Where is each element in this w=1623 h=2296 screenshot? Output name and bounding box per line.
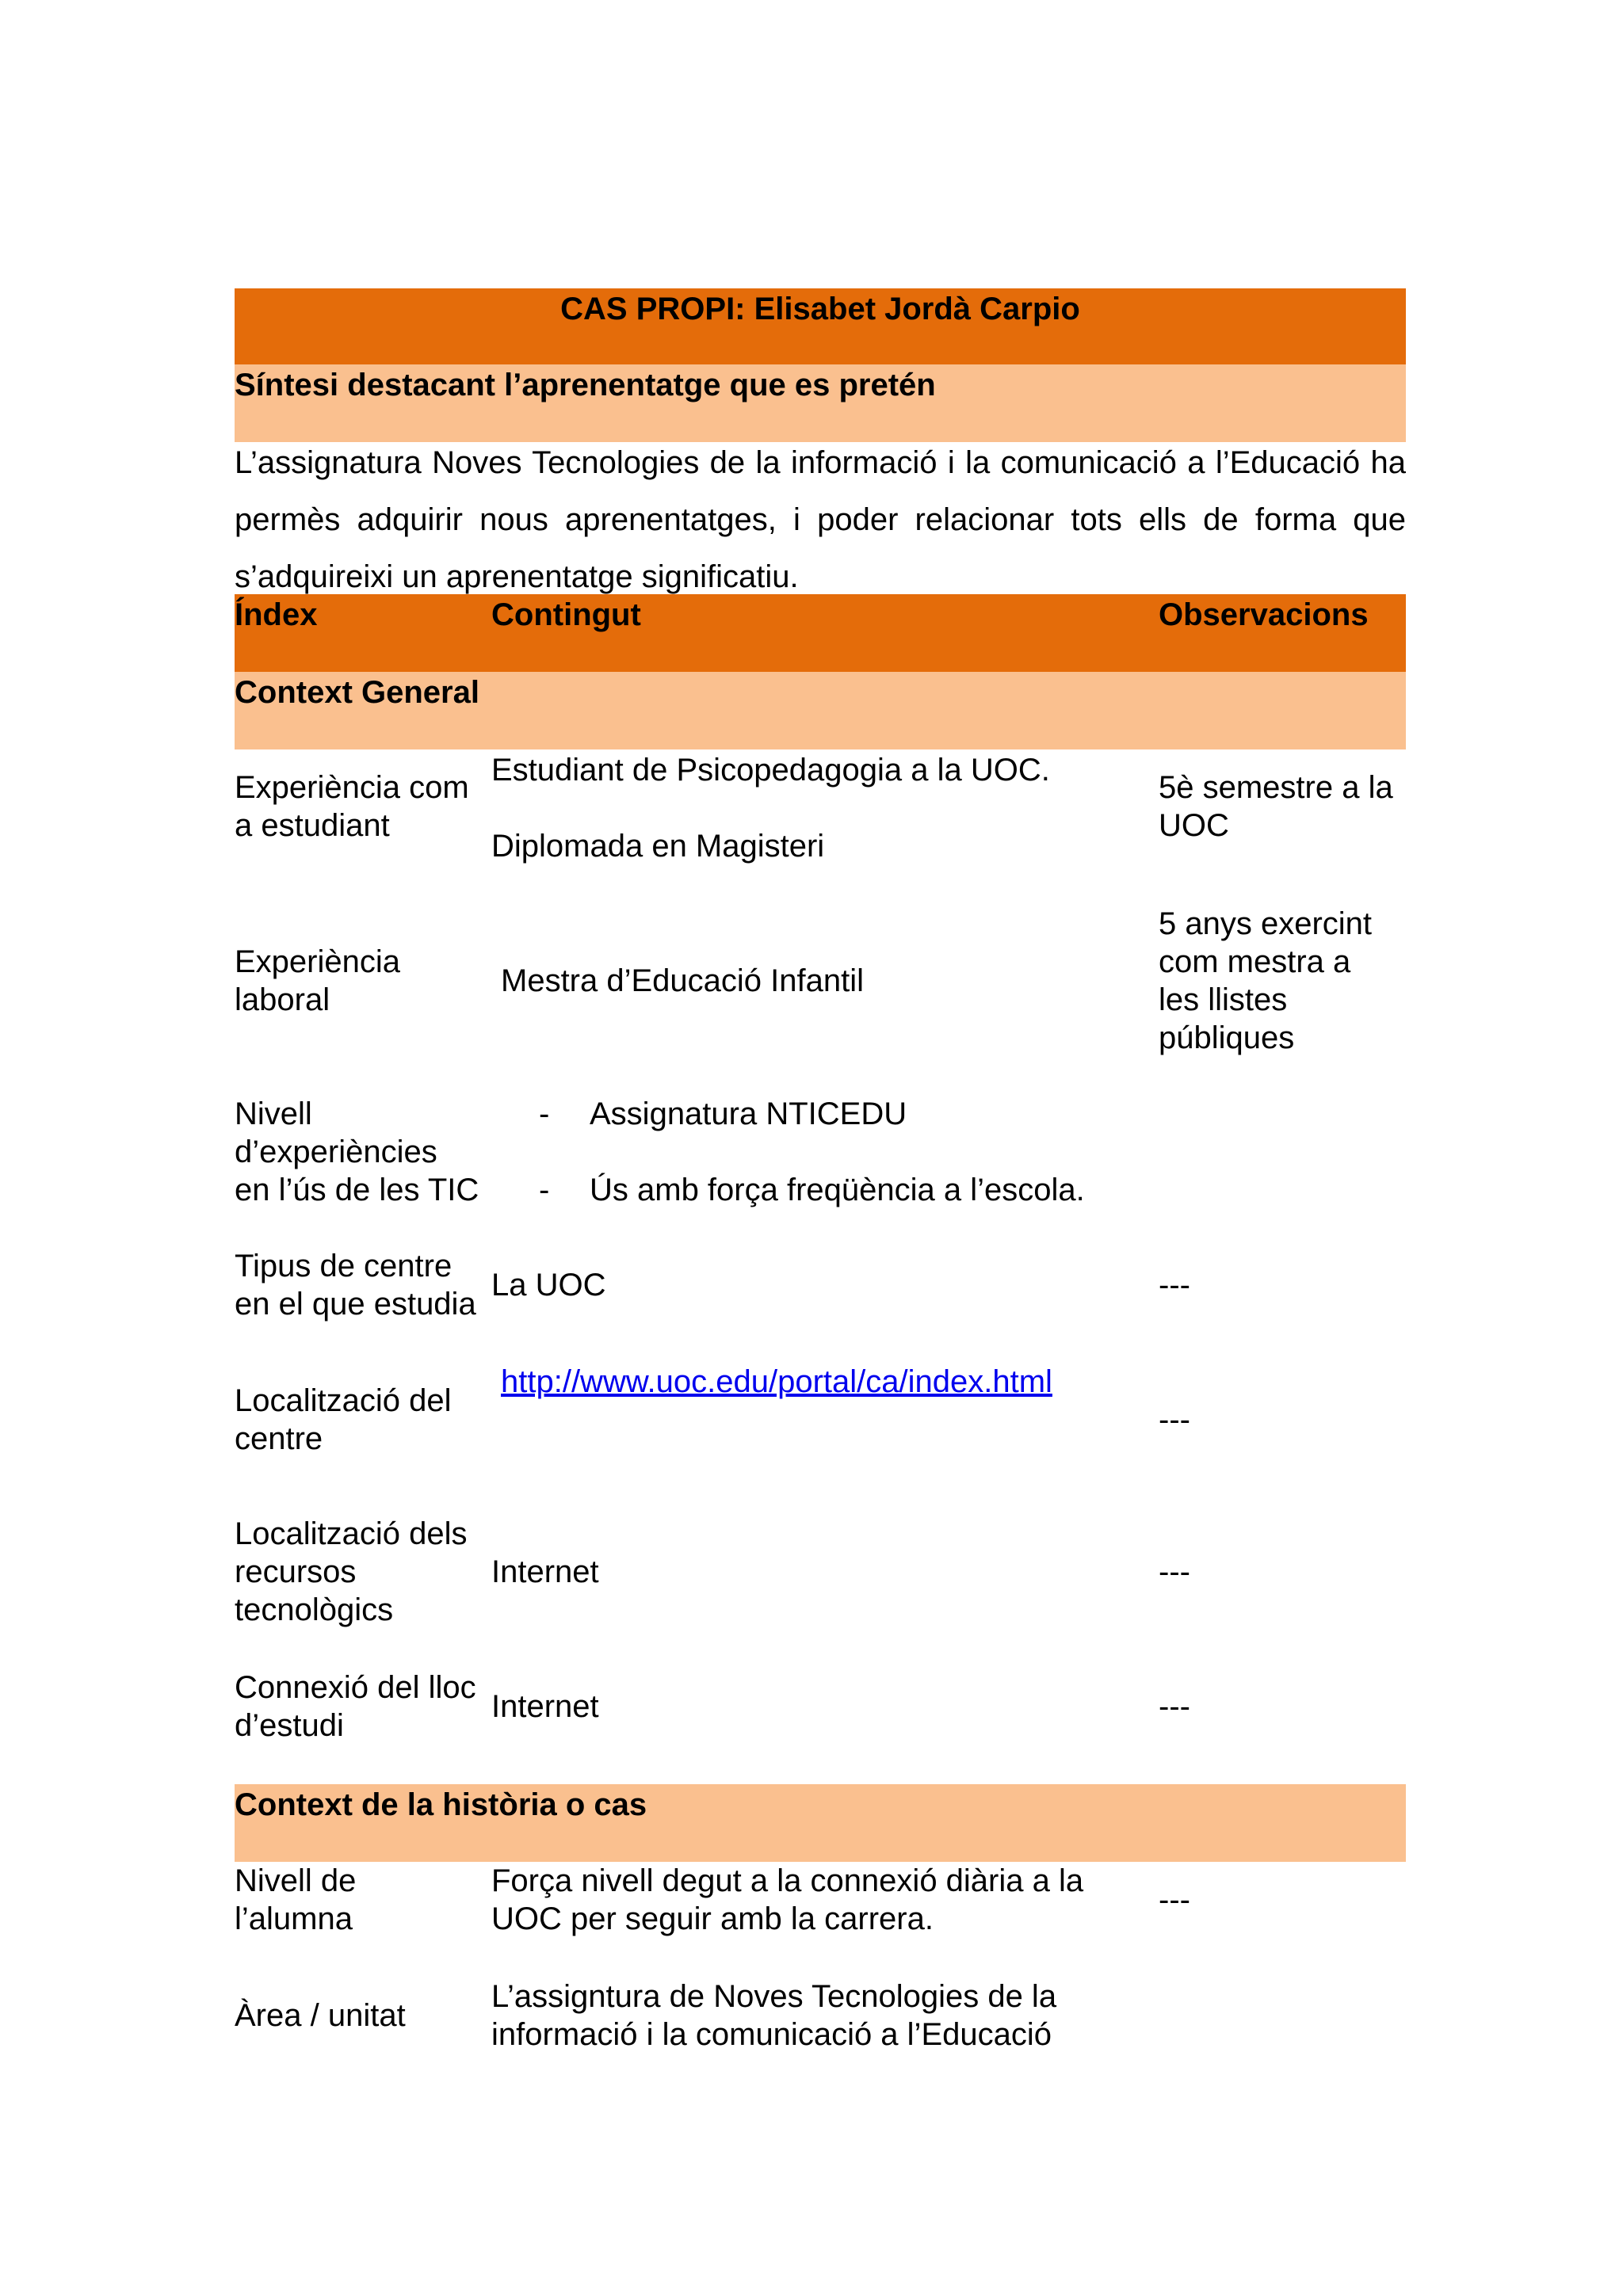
section-context-general: Context General xyxy=(235,675,479,710)
row-index-line: recursos xyxy=(235,1554,357,1589)
row-content-line: Internet xyxy=(491,1689,599,1724)
row-observation-line: --- xyxy=(1159,1554,1190,1589)
uoc-portal-link[interactable]: http://www.uoc.edu/portal/ca/index.html xyxy=(501,1364,1052,1399)
row-index-line: tecnològics xyxy=(235,1592,394,1627)
row-content-line: L’assigntura de Noves Tecnologies de la xyxy=(491,1979,1057,2014)
row-content-line: informació i la comunicació a l’Educació xyxy=(491,2017,1052,2052)
row-index-line: Experiència com xyxy=(235,770,469,805)
row-observation-line: les llistes xyxy=(1159,982,1288,1017)
row-index-line: Nivell de xyxy=(235,1863,357,1898)
row-observation-line: 5 anys exercint xyxy=(1159,906,1373,941)
row-observation-line: --- xyxy=(1159,1689,1190,1724)
row-index-line: Àrea / unitat xyxy=(235,1998,406,2033)
row-content-line: UOC per seguir amb la carrera. xyxy=(491,1901,934,1936)
row-content-line: Estudiant de Psicopedagogia a la UOC. xyxy=(491,753,1050,788)
bullet-dash: - xyxy=(539,1097,550,1131)
row-observation-line: --- xyxy=(1159,1882,1190,1917)
row-observation-line: --- xyxy=(1159,1402,1190,1437)
section-story-context: Context de la història o cas xyxy=(235,1787,647,1822)
row-index-line: l’alumna xyxy=(235,1901,353,1936)
row-observation-line: com mestra a xyxy=(1159,944,1351,979)
column-header-index: Índex xyxy=(235,597,318,632)
row-index-line: centre xyxy=(235,1421,323,1456)
column-header-observations: Observacions xyxy=(1159,597,1369,632)
document-title: CAS PROPI: Elisabet Jordà Carpio xyxy=(560,292,1080,326)
row-observation-line: públiques xyxy=(1159,1020,1295,1055)
bullet-dash: - xyxy=(539,1173,550,1207)
row-index-line: Connexió del lloc xyxy=(235,1670,476,1705)
row-index-line: Experiència xyxy=(235,944,401,979)
row-index-line: en el que estudia xyxy=(235,1287,476,1322)
row-observation-line: 5è semestre a la xyxy=(1159,770,1393,805)
row-index-line: d’experiències xyxy=(235,1135,437,1169)
row-observation-line: UOC xyxy=(1159,808,1229,843)
row-content-bullet: Assignatura NTICEDU xyxy=(590,1097,907,1131)
row-content-line: Força nivell degut a la connexió diària a la xyxy=(491,1863,1084,1898)
row-index-line: Tipus de centre xyxy=(235,1249,453,1283)
row-index-line: en l’ús de les TIC xyxy=(235,1173,479,1207)
row-content-line: Diplomada en Magisteri xyxy=(491,829,825,864)
row-content-line: Mestra d’Educació Infantil xyxy=(501,963,865,998)
row-content-line: La UOC xyxy=(491,1268,606,1302)
row-content-line: Internet xyxy=(491,1554,599,1589)
row-index-line: Localització del xyxy=(235,1383,452,1418)
column-header-content: Contingut xyxy=(491,597,641,632)
row-index-line: d’estudi xyxy=(235,1708,344,1743)
row-observation-line: --- xyxy=(1159,1268,1190,1302)
synthesis-paragraph: L’assignatura Noves Tecnologies de la informació i la comunicació a l’Educació ha permès adquirir nous aprenentatges, i poder relacionar tots ells de forma que s’adquireixi un aprenentatge significatiu. xyxy=(235,445,1406,594)
row-index-line: laboral xyxy=(235,982,330,1017)
row-index-line: a estudiant xyxy=(235,808,390,843)
synthesis-heading: Síntesi destacant l’aprenentatge que es pretén xyxy=(235,368,936,402)
row-index-line: Localització dels xyxy=(235,1516,468,1551)
row-index-line: Nivell xyxy=(235,1097,312,1131)
row-content-bullet: Ús amb força freqüència a l’escola. xyxy=(590,1173,1085,1207)
